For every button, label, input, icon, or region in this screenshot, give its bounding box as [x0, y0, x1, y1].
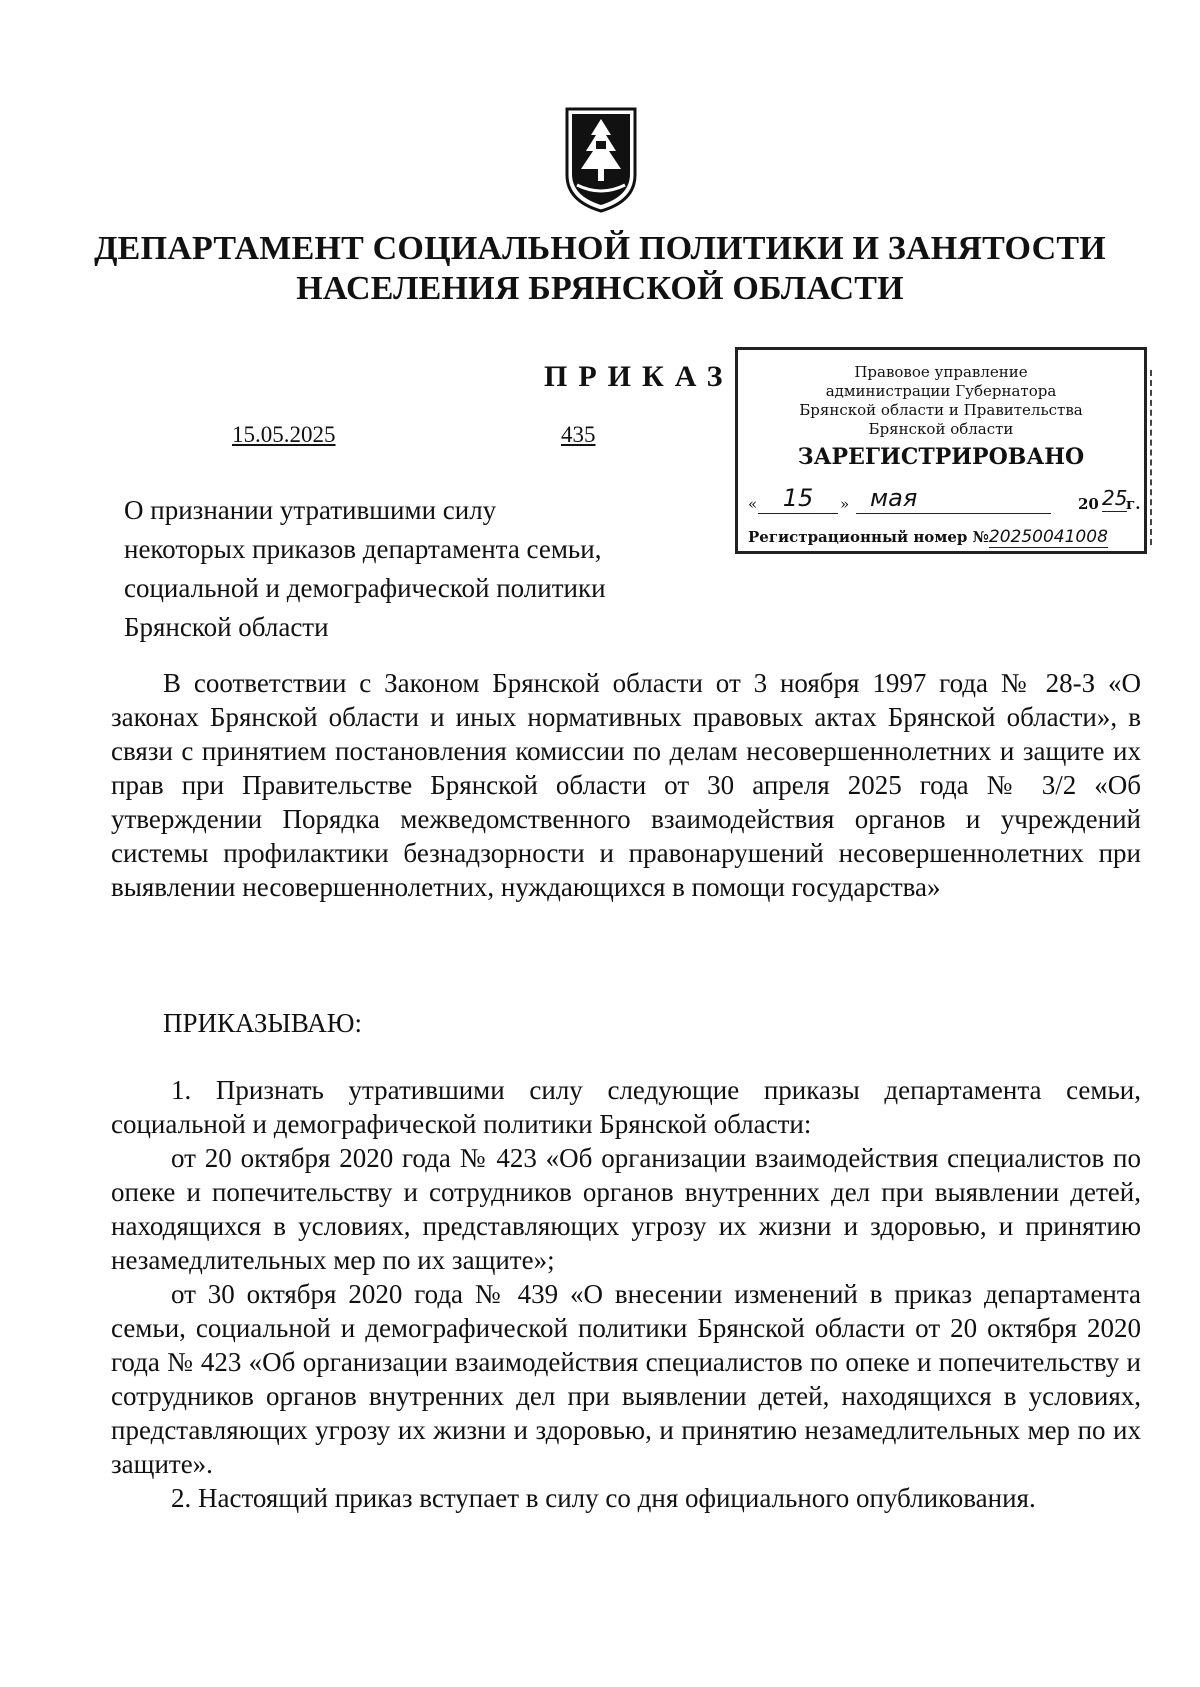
- stamp-registration-number: [748, 527, 1108, 547]
- document-type: ПРИКАЗ: [544, 360, 734, 393]
- preamble-text: В соответствии с Законом Брянской области от 3 ноября 1997 года № 28-З «О законах Брянской области и иных нормативных правовых актах Брянской области», в связи с принятием постановления комиссии по делам несовершеннолетних и защите их прав при Правительстве Брянской области от 30 апреля 2025 года № 3/2 «Об утверждении Порядка межведомственного взаимодействия органов и учреждений системы профилактики безнадзорности и правонарушений несовершеннолетних при выявлении несовершеннолетних, нуждающихся в помощи государства»: [111, 668, 1141, 902]
- stamp-regnum-value: 20250041008: [988, 527, 1108, 547]
- item-1a: от 20 октября 2020 года № 423 «Об организации взаимодействия специалистов по опеке и попечительству и сотрудников органов внутренних дел при выявлении детей, находящихся в условиях, представляющих угрозу их жизни и здоровью, и принятию незамедлительных мер по их защите»;: [111, 1143, 1141, 1275]
- stamp-line: Брянской области и Правительства: [799, 401, 1083, 419]
- document-subject: [124, 491, 606, 647]
- stamp-line: администрации Губернатора: [825, 382, 1057, 400]
- stamp-day: 15: [758, 483, 838, 514]
- stamp-year-suffix: 25: [1102, 486, 1128, 510]
- coat-of-arms-icon: [563, 105, 639, 215]
- document-number: 435: [561, 422, 596, 447]
- stamp-month: мая: [856, 483, 1051, 514]
- preamble: [111, 666, 1141, 904]
- stamp-year-label: г.: [1126, 495, 1141, 513]
- stamp-quote-open: «: [748, 495, 758, 513]
- stamp-regnum-label: Регистрационный номер №: [748, 528, 989, 546]
- item-1: 1. Признать утратившими силу следующие приказы департамента семьи, социальной и демографической политики Брянской области:: [111, 1075, 1141, 1139]
- subject-line: социальной и демографической политики: [124, 573, 606, 603]
- order-word: ПРИКАЗЫВАЮ:: [163, 1008, 362, 1038]
- item-2: 2. Настоящий приказ вступает в силу со дня официального опубликования.: [171, 1483, 1036, 1513]
- department-name-line1: ДЕПАРТАМЕНТ СОЦИАЛЬНОЙ ПОЛИТИКИ И ЗАНЯТОСТИ: [94, 230, 1106, 267]
- stamp-line: Брянской области: [868, 420, 1014, 438]
- stamp-date: [748, 483, 1140, 517]
- registration-stamp: [735, 347, 1147, 554]
- department-name-line2: НАСЕЛЕНИЯ БРЯНСКОЙ ОБЛАСТИ: [296, 270, 904, 307]
- subject-line: О признании утратившими силу: [124, 495, 497, 525]
- stamp-line: Правовое управление: [854, 363, 1028, 381]
- stamp-year-prefix: 20: [1078, 495, 1099, 513]
- subject-line: некоторых приказов департамента семьи,: [124, 534, 602, 564]
- item-1b: от 30 октября 2020 года № 439 «О внесении изменений в приказ департамента семьи, социальной и демографической политики Брянской области от 20 октября 2020 года № 423 «Об организации взаимодействия специалистов по опеке и попечительству и сотрудников органов внутренних дел при выявлении детей, находящихся в условиях, представляющих угрозу их жизни и здоровью, и принятию незамедлительных мер по их защите».: [111, 1279, 1141, 1479]
- subject-line: Брянской области: [124, 612, 329, 642]
- stamp-registered: ЗАРЕГИСТРИРОВАНО: [797, 444, 1085, 470]
- document-date: 15.05.2025: [232, 422, 336, 447]
- stamp-quote-close: »: [840, 495, 850, 513]
- order-items: [111, 1073, 1141, 1515]
